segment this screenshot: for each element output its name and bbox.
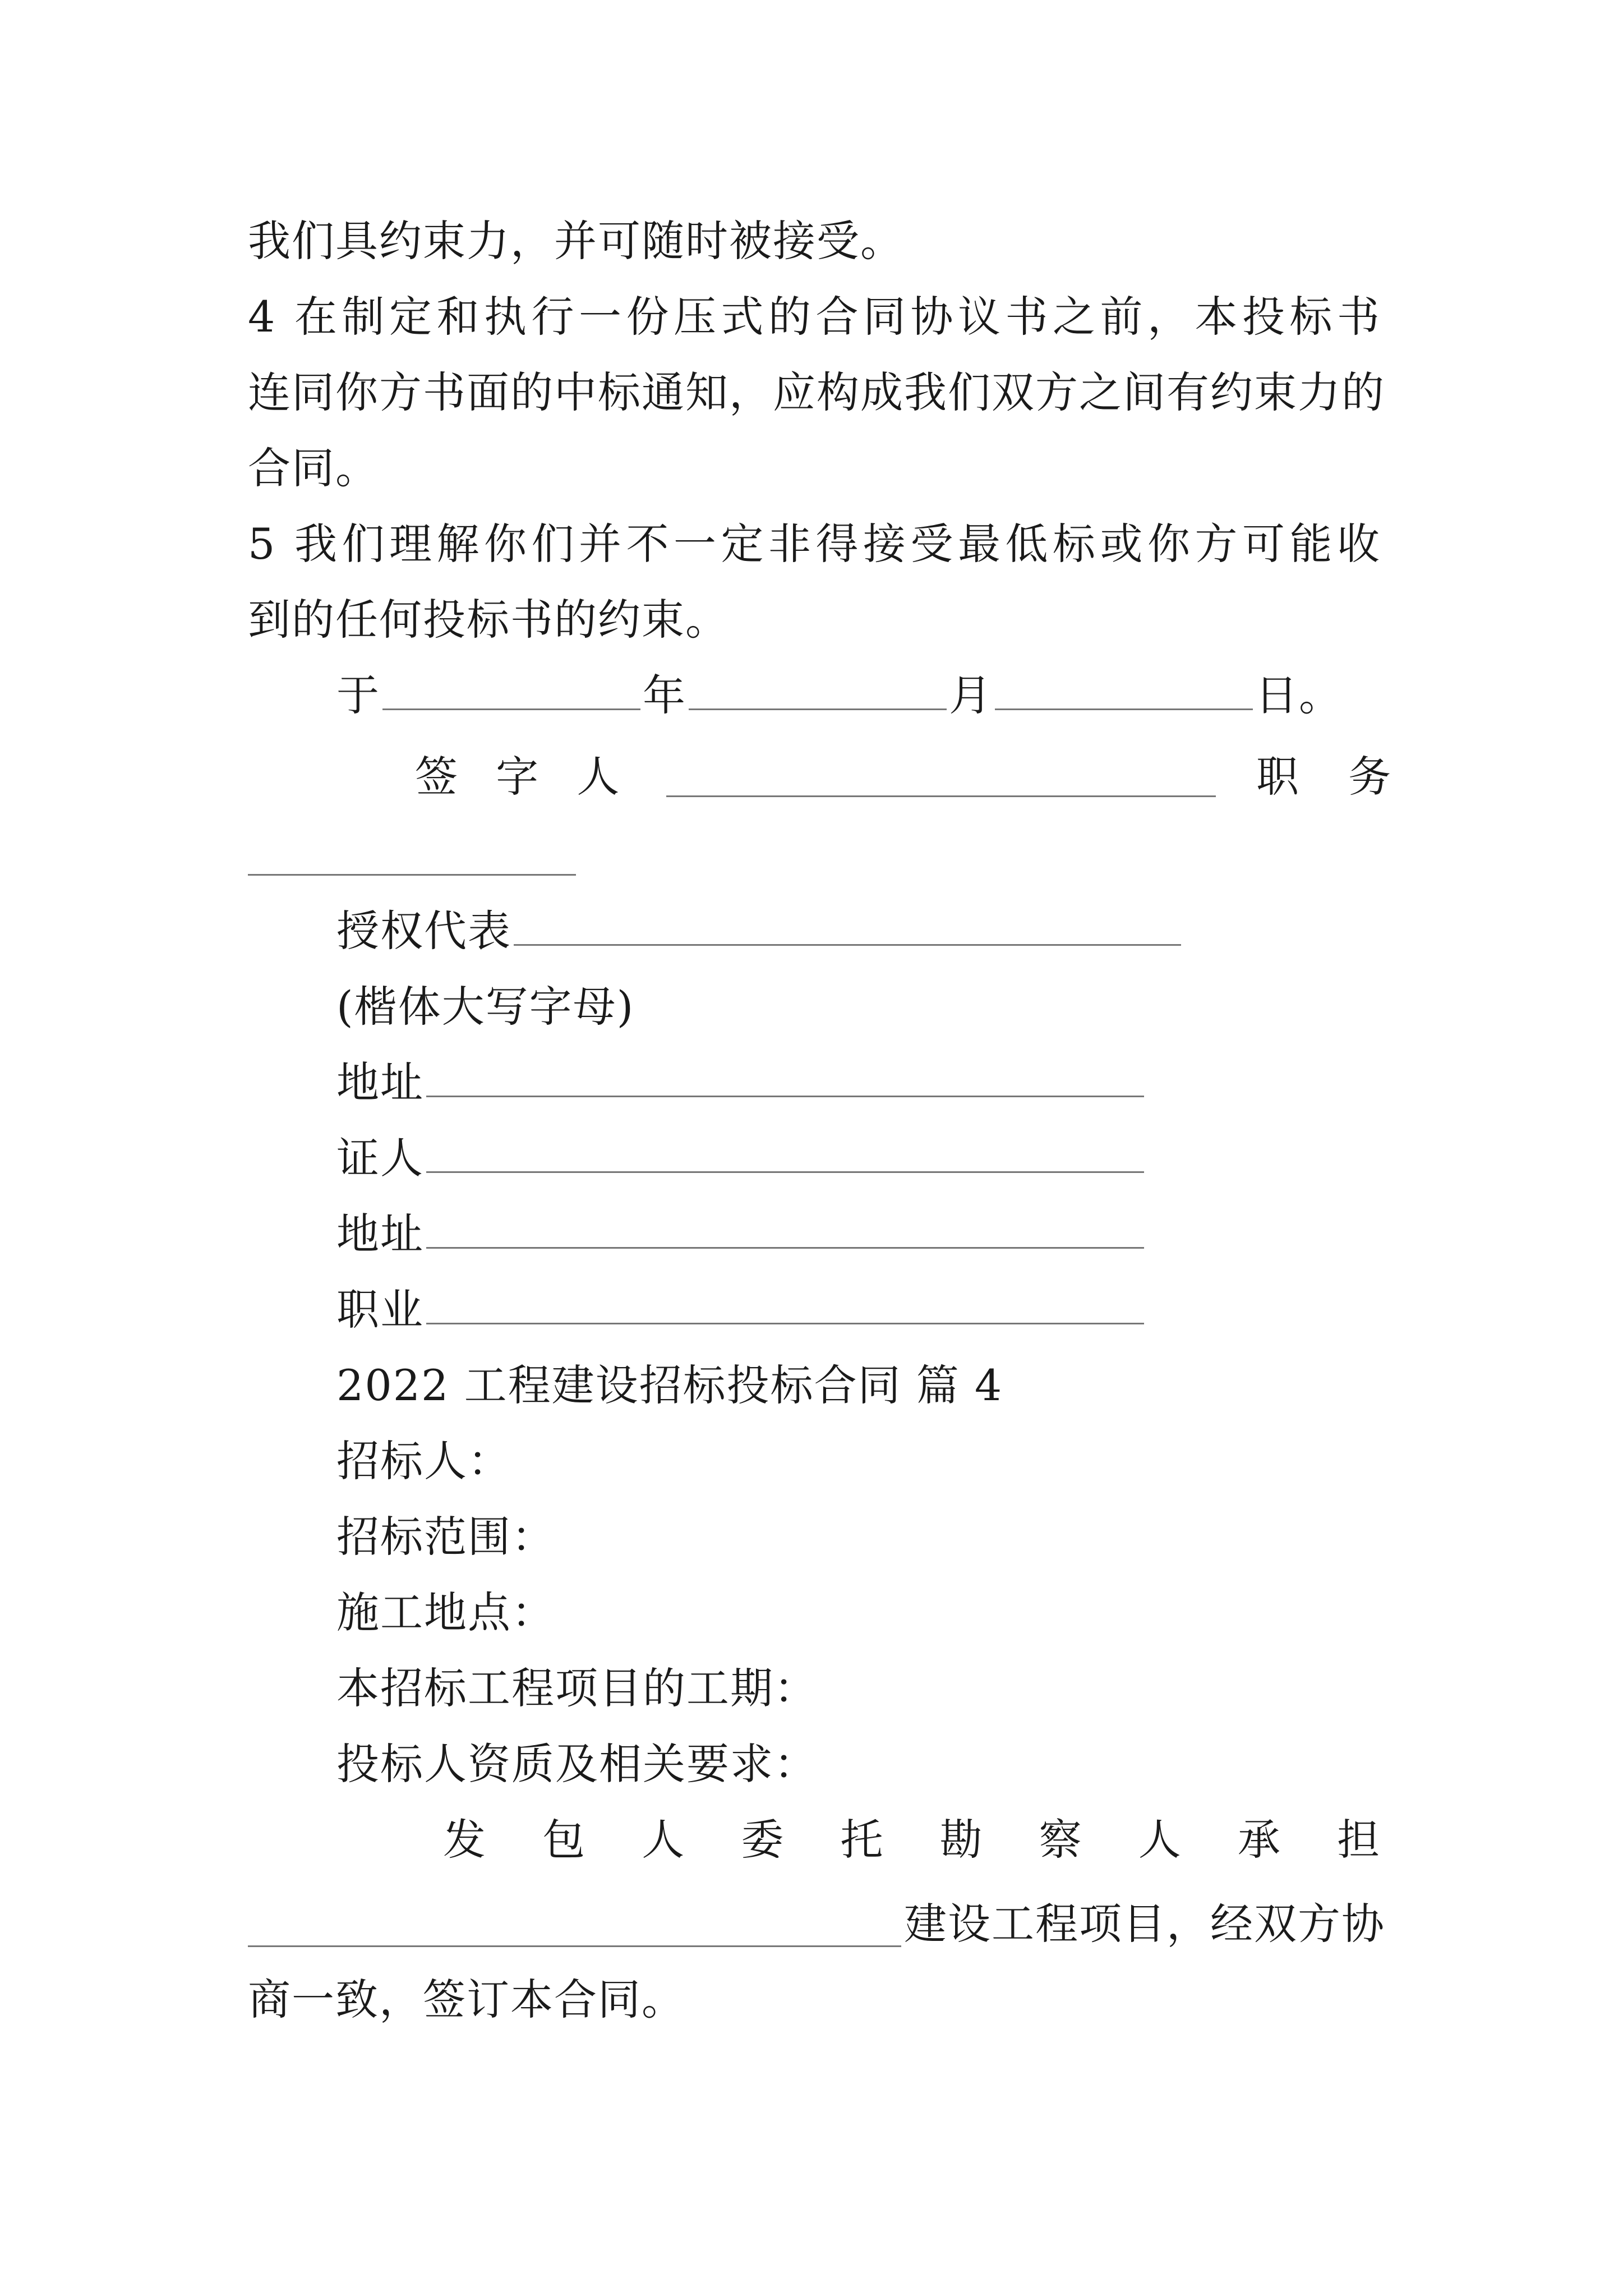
signer-blank <box>666 795 1216 797</box>
authorized-rep-label: 授权代表 <box>336 906 511 956</box>
year-label: 年 <box>643 670 686 720</box>
occupation-line <box>336 1282 1146 1338</box>
witness-blank <box>426 1132 1144 1173</box>
paragraph-5-line-1: 5 我们理解你们并不一定非得接受最低标或你方可能收 <box>248 519 1381 569</box>
block-letters-note: (楷体大写字母) <box>336 982 635 1032</box>
duration-label: 本招标工程项目的工期： <box>336 1663 818 1713</box>
paragraph-4-line-1: 4 在制定和执行一份压式的合同协议书之前，本投标书 <box>248 292 1381 342</box>
year-blank <box>382 669 640 710</box>
witness-label: 证人 <box>336 1133 424 1183</box>
scope-label: 招标范围： <box>336 1512 555 1562</box>
closing-line-2-tail: 建设工程项目，经双方协 <box>904 1899 1385 1949</box>
address-1-line <box>336 1055 1146 1111</box>
tenderer-label: 招标人： <box>336 1436 511 1486</box>
month-blank <box>689 669 947 710</box>
occupation-label: 职业 <box>336 1285 424 1335</box>
paragraph-4-line-2: 连同你方书面的中标通知，应构成我们双方之间有约束力的 <box>248 367 1385 417</box>
closing-line-1: 发 包 人 委 托 勘 察 人 承 担 <box>443 1815 1381 1865</box>
address-2-line <box>336 1206 1146 1262</box>
address-2-blank <box>426 1208 1144 1249</box>
project-blank <box>248 1945 901 1947</box>
address-1-label: 地址 <box>336 1057 424 1107</box>
date-line <box>336 668 1343 724</box>
qualification-label: 投标人资质及相关要求： <box>336 1739 818 1789</box>
occupation-blank <box>426 1283 1144 1324</box>
section-heading: 2022 工程建设招标投标合同 篇 4 <box>336 1360 1003 1410</box>
address-2-label: 地址 <box>336 1209 424 1259</box>
authorized-rep-line <box>336 903 1183 959</box>
day-blank <box>995 669 1253 710</box>
signer-label: 签 字 人 <box>415 752 621 802</box>
site-label: 施工地点： <box>336 1588 555 1637</box>
address-1-blank <box>426 1056 1144 1097</box>
paragraph-3-tail: 我们具约束力，并可随时被接受。 <box>248 216 904 266</box>
date-prefix: 于 <box>336 670 380 720</box>
authorized-rep-blank <box>514 905 1181 946</box>
paragraph-4-line-3: 合同。 <box>248 443 379 493</box>
position-label: 职 务 <box>1256 752 1393 802</box>
closing-line-3: 商一致，签订本合同。 <box>248 1975 685 2024</box>
paragraph-5-line-2: 到的任何投标书的约束。 <box>248 595 729 645</box>
day-label: 日。 <box>1255 670 1343 720</box>
position-blank <box>248 874 576 876</box>
month-label: 月 <box>949 670 993 720</box>
witness-line <box>336 1130 1146 1186</box>
